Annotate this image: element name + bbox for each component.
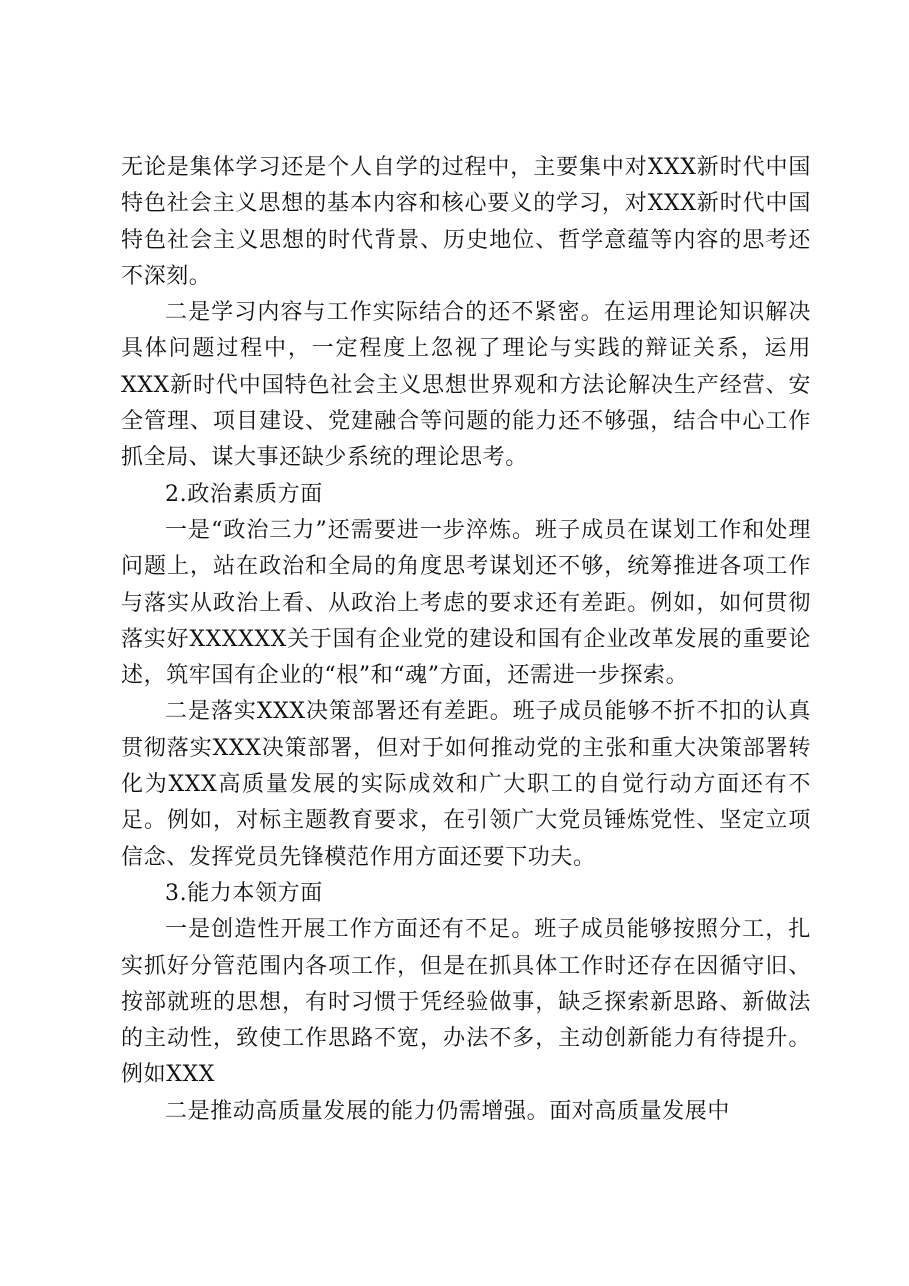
document-body [121, 150, 811, 1130]
paragraph-study-integration: 二是学习内容与工作实际结合的还不紧密。在运用理论知识解决具体问题过程中，一定程度上忽视了理论与实践的辩证关系，运用XXX新时代中国特色社会主义思想世界观和方法论解决生产经营、安全管理、项目建设、党建融合等问题的能力还不够强，结合中心工作抓全局、谋大事还缺少系统的理论思考。 [121, 300, 811, 471]
paragraph-creative-work: 一是创造性开展工作方面还有不足。班子成员能够按照分工，扎实抓好分管范围内各项工作，但是在抓具体工作时还存在因循守旧、按部就班的思想，有时习惯于凭经验做事，缺乏探索新思路、新做法的主动性，致使工作思路不宽，办法不多，主动创新能力有待提升。例如XXX [121, 917, 811, 1088]
paragraph-political-three-powers: 一是“政治三力”还需要进一步淬炼。班子成员在谋划工作和处理问题上，站在政治和全局的角度思考谋划还不够，统筹推进各项工作与落实从政治上看、从政治上考虑的要求还有差距。例如，如何贯彻落实好XXXXXX关于国有企业党的建设和国有企业改革发展的重要论述，筑牢国有企业的“根”和“魂”方面，还需进一步探索。 [121, 517, 811, 689]
paragraph-high-quality-development: 二是推动高质量发展的能力仍需增强。面对高质量发展中 [165, 1098, 731, 1124]
paragraph-continuation: 无论是集体学习还是个人自学的过程中，主要集中对XXX新时代中国特色社会主义思想的基本内容和核心要义的学习，对XXX新时代中国特色社会主义思想的时代背景、历史地位、哲学意蕴等内容的思考还不深刻。 [121, 155, 811, 289]
section-heading-capability: 3.能力本领方面 [165, 880, 323, 906]
paragraph-decision-implementation: 二是落实XXX决策部署还有差距。班子成员能够不折不扣的认真贯彻落实XXX决策部署，但对于如何推动党的主张和重大决策部署转化为XXX高质量发展的实际成效和广大职工的自觉行动方面还有不足。例如，对标主题教育要求，在引领广大党员锤炼党性、坚定立项信念、发挥党员先锋模范作用方面还要下功夫。 [121, 699, 811, 870]
section-heading-political-quality: 2.政治素质方面 [165, 481, 323, 507]
